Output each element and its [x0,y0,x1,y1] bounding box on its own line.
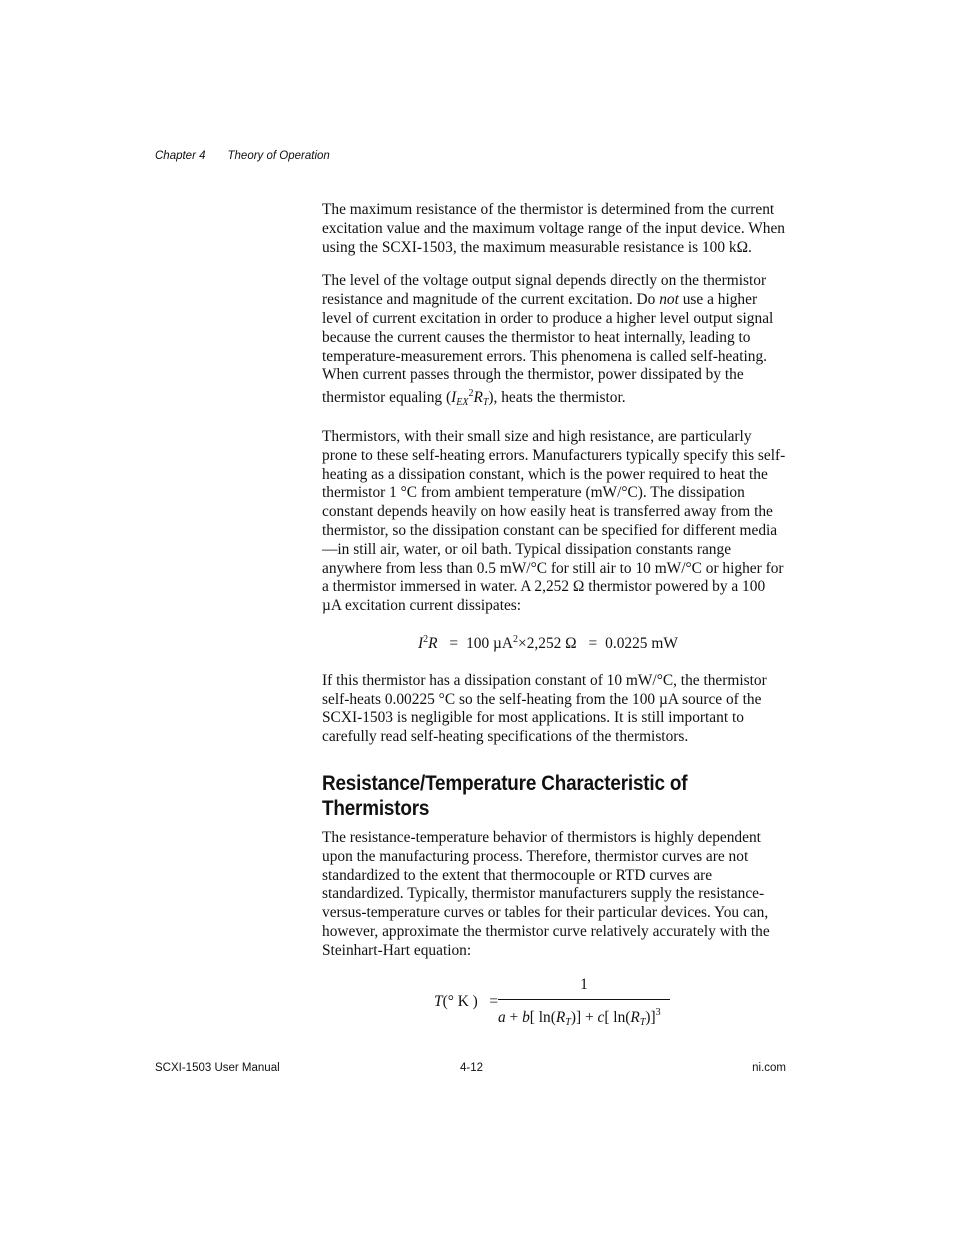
text-run: use a higher level of current excitation in order to produce a higher level output signal because the current causes the thermistor to heat internally, leading to temperature-measurement errors. This phenomena is called self-heating. When current passes through the thermistor, power dissipated by the thermistor equaling ( [322,291,774,407]
eq-ln: [ ln( [529,1008,556,1026]
paragraph-steinhart-intro: The resistance-temperature behavior of thermistors is highly dependent upon the manufacturing process. Therefore, thermistor curves are not standardized to the extent that thermocouple or RTD curves are standardized. Typically, thermistor manufacturers supply the resistance-versus-temperature curves or tables for their particular devices. You can, however, approximate the thermistor curve relatively accurately with the Steinhart-Hart equation: [322,828,770,959]
equation-numerator: 1 [580,975,588,993]
eq-sup: 2 [513,633,519,645]
eq-ln: [ ln( [604,1008,631,1026]
eq-a: a [498,1008,506,1026]
eq-close: )] [645,1008,656,1026]
section-heading: Resistance/Temperature Characteristic of Thermistors [322,771,688,820]
formula-r: R [473,389,483,407]
eq-resistance: 2,252 Ω [526,634,577,652]
eq-current: 100 µA [466,634,514,652]
eq-b: b [522,1008,530,1026]
paragraph-dissipation: Thermistors, with their small size and high resistance, are particularly prone to these self-heating errors. Manufacturers typically specify this self-heating as a dissipation constant, which is the power required to heat the thermistor 1 °C from ambient temperature (mW/°C). The dissipation constant depends heavily on how easily heat is transferred away from the thermistor, so the dissipation constant can be specified for different media—in still air, water, or oil bath. Typical dissipation constants range anywhere from less than 0.5 mW/°C for still air to 10 mW/°C or higher for a thermistor immersed in water. A 2,252 Ω thermistor powered by a 100 µA excitation current dissipates: [322,427,786,615]
footer-page-number: 4-12 [460,1062,484,1074]
formula-t-subscript: T [482,397,489,409]
steinhart-hart-equation [322,976,787,1036]
text-run: ), heats the thermistor. [488,389,626,407]
eq-r: R [630,1008,640,1026]
eq-r: R [555,1008,566,1026]
fraction-bar [498,999,670,1000]
paragraph-self-heating [322,272,787,413]
eq-result: 0.0225 mW [605,634,678,652]
chapter-label: Chapter 4 [155,150,206,162]
body-column [322,201,787,1036]
formula-ex-subscript: EX [456,397,469,409]
eq-r: R [428,634,438,652]
eq-unit: (° K ) [442,992,478,1010]
eq-close: )] + [570,1008,598,1026]
eq-cube: 3 [655,1006,661,1018]
eq-c: c [597,1008,605,1026]
eq-equals: = [489,992,499,1010]
running-header [155,150,330,162]
equation-denominator [498,1004,661,1033]
emphasis-not: not [659,291,679,309]
eq-times: × [518,634,527,652]
formula-i: I [451,389,457,407]
eq-t-subscript: T [639,1016,646,1028]
formula-squared: 2 [468,388,474,400]
eq-equals: = [588,634,598,652]
equation-lhs [434,993,498,1012]
paragraph-max-resistance: The maximum resistance of the thermistor is determined from the current excitation value and the maximum voltage range of the input device. When using the SCXI-1503, the maximum measurable resistance is 100 kΩ. [322,201,785,256]
eq-equals: = [449,634,459,652]
eq-sup: 2 [423,633,429,645]
chapter-title: Theory of Operation [227,150,330,162]
footer-manual: SCXI-1503 User Manual [155,1062,280,1074]
eq-t-subscript: T [565,1016,571,1028]
footer-site: ni.com [752,1062,786,1074]
text-run: The level of the voltage output signal depends directly on the thermistor resistance and magnitude of the current excitation. Do [322,272,767,309]
eq-plus: + [505,1008,523,1026]
eq-t: T [434,992,443,1010]
eq-i: I [418,634,424,652]
paragraph-negligible: If this thermistor has a dissipation constant of 10 mW/°C, the thermistor self-heats 0.00225 °C so the self-heating from the 100 µA source of the SCXI-1503 is negligible for most applications. It is still important to carefully read self-heating specifications of the thermistors. [322,671,767,746]
power-equation [322,631,787,654]
